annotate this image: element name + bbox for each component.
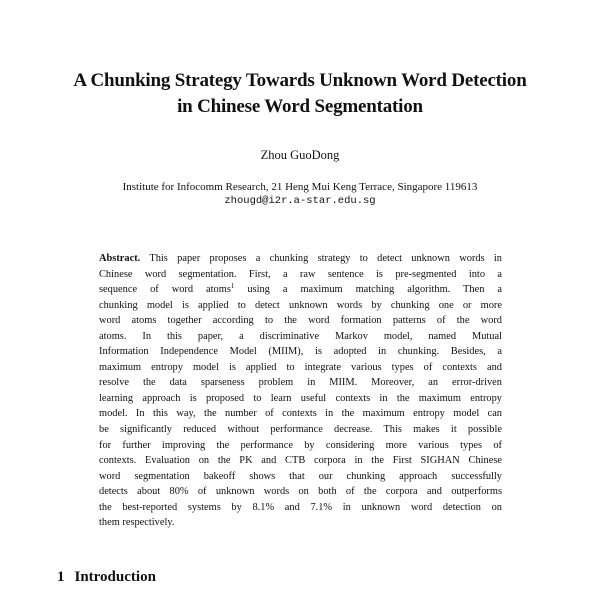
- abstract-line: model. In this way, the number of contexts in the maximum entropy model can: [99, 408, 502, 420]
- abstract-line: Chinese word segmentation. First, a raw sentence is pre-segmented into a: [99, 268, 502, 280]
- abstract-line: contexts. Evaluation on the PK and CTB corpora in the First SIGHAN Chinese: [99, 455, 502, 467]
- abstract-line: learning approach is proposed to learn useful contexts in the maximum entropy: [99, 392, 502, 404]
- section-number: 1: [57, 569, 65, 585]
- abstract-line: resolve the data sparseness problem in MIIM. Moreover, an error-driven: [99, 377, 502, 389]
- abstract-line: detects about 80% of unknown words on both of the corpora and outperforms: [99, 486, 502, 498]
- abstract-line: atoms. In this paper, a discriminative Markov model, named Mutual: [99, 330, 502, 342]
- section-title: Introduction: [74, 569, 156, 585]
- abstract-line: maximum entropy model is applied to integrate various types of contexts and: [99, 361, 502, 373]
- abstract-line: Information Independence Model (MIIM), is adopted in chunking. Besides, a: [99, 346, 502, 358]
- abstract-line: be significantly reduced without performance decrease. This makes it possible: [99, 424, 502, 436]
- abstract-line: [99, 251, 502, 267]
- abstract-line: word segmentation bakeoff shows that our chunking approach successfully: [99, 470, 502, 482]
- abstract-line: [99, 282, 502, 298]
- abstract-text: This paper proposes a chunking strategy to detect unknown words in: [140, 253, 502, 264]
- abstract-text: sequence of word atoms: [99, 284, 231, 296]
- title-line: A Chunking Strategy Towards Unknown Word Detection: [73, 70, 527, 91]
- abstract-label: Abstract.: [99, 253, 141, 264]
- abstract-line: them respectively.: [99, 517, 175, 529]
- abstract-line: word atoms together according to the word formation patterns of the word: [99, 315, 502, 327]
- abstract-line: the best-reported systems by 8.1% and 7.1% in unknown word detection on: [99, 501, 502, 513]
- footnote-mark: 1: [230, 282, 235, 291]
- section-heading: [57, 569, 156, 586]
- author-affiliation: Institute for Infocomm Research, 21 Heng Mui Keng Terrace, Singapore 119613: [122, 181, 478, 193]
- abstract-text: using a maximum matching algorithm. Then a: [234, 284, 502, 296]
- abstract-line: for further improving the performance by considering more various types of: [99, 439, 502, 451]
- author-name: Zhou GuoDong: [260, 148, 340, 162]
- abstract-line: chunking model is applied to detect unknown words by chunking one or more: [99, 299, 502, 311]
- abstract: [99, 251, 502, 531]
- author-email: zhougd@i2r.a-star.edu.sg: [224, 195, 376, 207]
- title-line: in Chinese Word Segmentation: [177, 96, 423, 117]
- paper-title: [30, 68, 570, 120]
